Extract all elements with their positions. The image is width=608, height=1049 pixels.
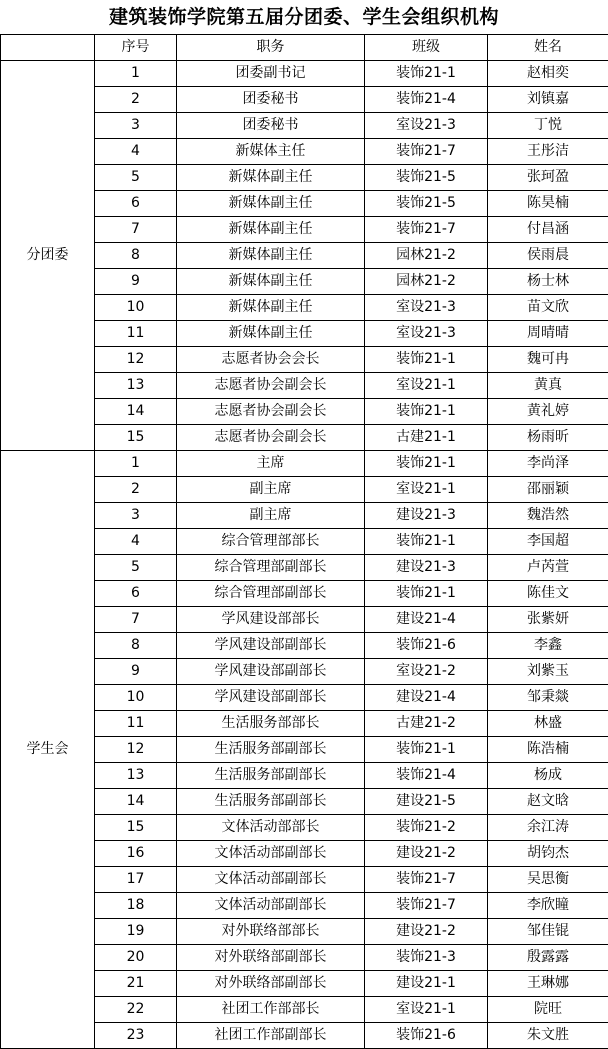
cell-class: 建设21-3 bbox=[365, 503, 488, 529]
cell-class: 装饰21-7 bbox=[365, 139, 488, 165]
cell-position: 生活服务部副部长 bbox=[177, 737, 365, 763]
cell-index: 8 bbox=[95, 633, 177, 659]
cell-name: 赵相奕 bbox=[488, 61, 608, 87]
cell-index: 13 bbox=[95, 373, 177, 399]
cell-position: 综合管理部副部长 bbox=[177, 555, 365, 581]
cell-position: 生活服务部副部长 bbox=[177, 789, 365, 815]
cell-position: 文体活动部副部长 bbox=[177, 867, 365, 893]
cell-name: 李国超 bbox=[488, 529, 608, 555]
cell-name: 李尚泽 bbox=[488, 451, 608, 477]
cell-index: 9 bbox=[95, 659, 177, 685]
cell-class: 建设21-2 bbox=[365, 919, 488, 945]
cell-index: 18 bbox=[95, 893, 177, 919]
cell-index: 5 bbox=[95, 555, 177, 581]
cell-index: 2 bbox=[95, 477, 177, 503]
cell-class: 建设21-3 bbox=[365, 555, 488, 581]
cell-class: 室设21-3 bbox=[365, 113, 488, 139]
cell-class: 室设21-1 bbox=[365, 997, 488, 1023]
cell-position: 新媒体副主任 bbox=[177, 217, 365, 243]
table-row bbox=[1, 451, 608, 477]
cell-index: 17 bbox=[95, 867, 177, 893]
cell-name: 丁悦 bbox=[488, 113, 608, 139]
cell-name: 邵丽颖 bbox=[488, 477, 608, 503]
cell-name: 张紫妍 bbox=[488, 607, 608, 633]
cell-class: 装饰21-1 bbox=[365, 399, 488, 425]
cell-position: 志愿者协会副会长 bbox=[177, 399, 365, 425]
cell-class: 园林21-2 bbox=[365, 243, 488, 269]
cell-class: 装饰21-1 bbox=[365, 451, 488, 477]
cell-class: 建设21-2 bbox=[365, 841, 488, 867]
cell-index: 22 bbox=[95, 997, 177, 1023]
cell-class: 装饰21-2 bbox=[365, 815, 488, 841]
cell-class: 装饰21-6 bbox=[365, 1023, 488, 1049]
cell-name: 张珂盈 bbox=[488, 165, 608, 191]
cell-class: 装饰21-4 bbox=[365, 87, 488, 113]
cell-position: 学风建设部部长 bbox=[177, 607, 365, 633]
header-cell-position: 职务 bbox=[177, 35, 365, 61]
cell-position: 生活服务部部长 bbox=[177, 711, 365, 737]
cell-position: 文体活动部部长 bbox=[177, 815, 365, 841]
cell-index: 2 bbox=[95, 87, 177, 113]
cell-index: 15 bbox=[95, 815, 177, 841]
header-cell-index: 序号 bbox=[95, 35, 177, 61]
cell-index: 9 bbox=[95, 269, 177, 295]
cell-name: 杨士林 bbox=[488, 269, 608, 295]
cell-position: 副主席 bbox=[177, 477, 365, 503]
cell-position: 新媒体副主任 bbox=[177, 165, 365, 191]
cell-name: 胡钧杰 bbox=[488, 841, 608, 867]
cell-class: 装饰21-1 bbox=[365, 61, 488, 87]
cell-class: 装饰21-5 bbox=[365, 191, 488, 217]
cell-index: 14 bbox=[95, 399, 177, 425]
cell-index: 23 bbox=[95, 1023, 177, 1049]
cell-name: 杨成 bbox=[488, 763, 608, 789]
cell-index: 11 bbox=[95, 711, 177, 737]
cell-name: 付昌涵 bbox=[488, 217, 608, 243]
cell-index: 19 bbox=[95, 919, 177, 945]
cell-class: 室设21-2 bbox=[365, 659, 488, 685]
cell-index: 15 bbox=[95, 425, 177, 451]
cell-position: 新媒体副主任 bbox=[177, 191, 365, 217]
cell-class: 装饰21-5 bbox=[365, 165, 488, 191]
cell-index: 16 bbox=[95, 841, 177, 867]
cell-name: 侯雨晨 bbox=[488, 243, 608, 269]
cell-name: 卢芮萱 bbox=[488, 555, 608, 581]
cell-position: 文体活动部副部长 bbox=[177, 841, 365, 867]
cell-class: 室设21-3 bbox=[365, 321, 488, 347]
cell-index: 8 bbox=[95, 243, 177, 269]
cell-class: 园林21-2 bbox=[365, 269, 488, 295]
cell-class: 装饰21-1 bbox=[365, 529, 488, 555]
cell-name: 黄真 bbox=[488, 373, 608, 399]
cell-index: 20 bbox=[95, 945, 177, 971]
cell-class: 装饰21-7 bbox=[365, 893, 488, 919]
cell-index: 10 bbox=[95, 295, 177, 321]
table-body bbox=[1, 35, 608, 1049]
cell-position: 社团工作部部长 bbox=[177, 997, 365, 1023]
table-row bbox=[1, 61, 608, 87]
cell-name: 陈昊楠 bbox=[488, 191, 608, 217]
cell-index: 11 bbox=[95, 321, 177, 347]
cell-index: 21 bbox=[95, 971, 177, 997]
group-label: 学生会 bbox=[1, 451, 95, 1049]
cell-class: 室设21-1 bbox=[365, 477, 488, 503]
cell-position: 团委副书记 bbox=[177, 61, 365, 87]
cell-index: 6 bbox=[95, 581, 177, 607]
cell-position: 生活服务部副部长 bbox=[177, 763, 365, 789]
cell-class: 装饰21-1 bbox=[365, 737, 488, 763]
cell-name: 王彤洁 bbox=[488, 139, 608, 165]
organization-table bbox=[0, 34, 608, 1049]
cell-index: 1 bbox=[95, 61, 177, 87]
cell-name: 院旺 bbox=[488, 997, 608, 1023]
cell-index: 13 bbox=[95, 763, 177, 789]
cell-index: 4 bbox=[95, 139, 177, 165]
cell-position: 新媒体副主任 bbox=[177, 269, 365, 295]
cell-name: 余江涛 bbox=[488, 815, 608, 841]
cell-name: 殷露露 bbox=[488, 945, 608, 971]
cell-position: 社团工作部副部长 bbox=[177, 1023, 365, 1049]
cell-index: 14 bbox=[95, 789, 177, 815]
cell-name: 李欣瞳 bbox=[488, 893, 608, 919]
cell-class: 古建21-2 bbox=[365, 711, 488, 737]
cell-position: 主席 bbox=[177, 451, 365, 477]
header-row bbox=[1, 35, 608, 61]
group-label: 分团委 bbox=[1, 61, 95, 451]
cell-position: 学风建设部副部长 bbox=[177, 633, 365, 659]
cell-name: 黄礼婷 bbox=[488, 399, 608, 425]
cell-name: 陈佳文 bbox=[488, 581, 608, 607]
cell-class: 装饰21-1 bbox=[365, 581, 488, 607]
cell-position: 副主席 bbox=[177, 503, 365, 529]
cell-name: 朱文胜 bbox=[488, 1023, 608, 1049]
cell-index: 5 bbox=[95, 165, 177, 191]
cell-position: 对外联络部副部长 bbox=[177, 971, 365, 997]
cell-index: 10 bbox=[95, 685, 177, 711]
cell-position: 学风建设部副部长 bbox=[177, 659, 365, 685]
cell-class: 装饰21-1 bbox=[365, 347, 488, 373]
cell-class: 建设21-1 bbox=[365, 971, 488, 997]
cell-index: 12 bbox=[95, 347, 177, 373]
cell-class: 装饰21-7 bbox=[365, 217, 488, 243]
cell-index: 7 bbox=[95, 217, 177, 243]
header-cell-class: 班级 bbox=[365, 35, 488, 61]
cell-class: 装饰21-6 bbox=[365, 633, 488, 659]
cell-class: 装饰21-4 bbox=[365, 763, 488, 789]
cell-position: 对外联络部部长 bbox=[177, 919, 365, 945]
header-cell-group bbox=[1, 35, 95, 61]
cell-position: 新媒体副主任 bbox=[177, 321, 365, 347]
cell-name: 刘镇嘉 bbox=[488, 87, 608, 113]
cell-position: 志愿者协会副会长 bbox=[177, 425, 365, 451]
cell-name: 魏可冉 bbox=[488, 347, 608, 373]
cell-position: 新媒体主任 bbox=[177, 139, 365, 165]
cell-position: 新媒体副主任 bbox=[177, 243, 365, 269]
cell-class: 装饰21-3 bbox=[365, 945, 488, 971]
cell-index: 3 bbox=[95, 113, 177, 139]
cell-index: 4 bbox=[95, 529, 177, 555]
cell-name: 魏浩然 bbox=[488, 503, 608, 529]
cell-name: 李鑫 bbox=[488, 633, 608, 659]
cell-index: 1 bbox=[95, 451, 177, 477]
cell-position: 对外联络部副部长 bbox=[177, 945, 365, 971]
cell-name: 王琳娜 bbox=[488, 971, 608, 997]
cell-name: 刘紫玉 bbox=[488, 659, 608, 685]
cell-position: 新媒体副主任 bbox=[177, 295, 365, 321]
cell-class: 建设21-4 bbox=[365, 607, 488, 633]
cell-position: 学风建设部副部长 bbox=[177, 685, 365, 711]
cell-name: 周晴晴 bbox=[488, 321, 608, 347]
cell-position: 志愿者协会会长 bbox=[177, 347, 365, 373]
cell-index: 12 bbox=[95, 737, 177, 763]
cell-name: 杨雨昕 bbox=[488, 425, 608, 451]
cell-name: 吴思衡 bbox=[488, 867, 608, 893]
cell-name: 苗文欣 bbox=[488, 295, 608, 321]
cell-position: 志愿者协会副会长 bbox=[177, 373, 365, 399]
cell-index: 3 bbox=[95, 503, 177, 529]
cell-index: 6 bbox=[95, 191, 177, 217]
cell-position: 团委秘书 bbox=[177, 87, 365, 113]
cell-class: 古建21-1 bbox=[365, 425, 488, 451]
cell-name: 邹秉燚 bbox=[488, 685, 608, 711]
cell-class: 装饰21-7 bbox=[365, 867, 488, 893]
cell-position: 文体活动部副部长 bbox=[177, 893, 365, 919]
cell-class: 建设21-5 bbox=[365, 789, 488, 815]
cell-name: 赵文晗 bbox=[488, 789, 608, 815]
cell-name: 林盛 bbox=[488, 711, 608, 737]
cell-name: 邹佳锟 bbox=[488, 919, 608, 945]
cell-position: 团委秘书 bbox=[177, 113, 365, 139]
cell-class: 室设21-3 bbox=[365, 295, 488, 321]
page-title: 建筑装饰学院第五届分团委、学生会组织机构 bbox=[0, 0, 608, 34]
cell-index: 7 bbox=[95, 607, 177, 633]
cell-class: 建设21-4 bbox=[365, 685, 488, 711]
cell-name: 陈浩楠 bbox=[488, 737, 608, 763]
cell-position: 综合管理部副部长 bbox=[177, 581, 365, 607]
cell-class: 室设21-1 bbox=[365, 373, 488, 399]
cell-position: 综合管理部部长 bbox=[177, 529, 365, 555]
header-cell-name: 姓名 bbox=[488, 35, 608, 61]
